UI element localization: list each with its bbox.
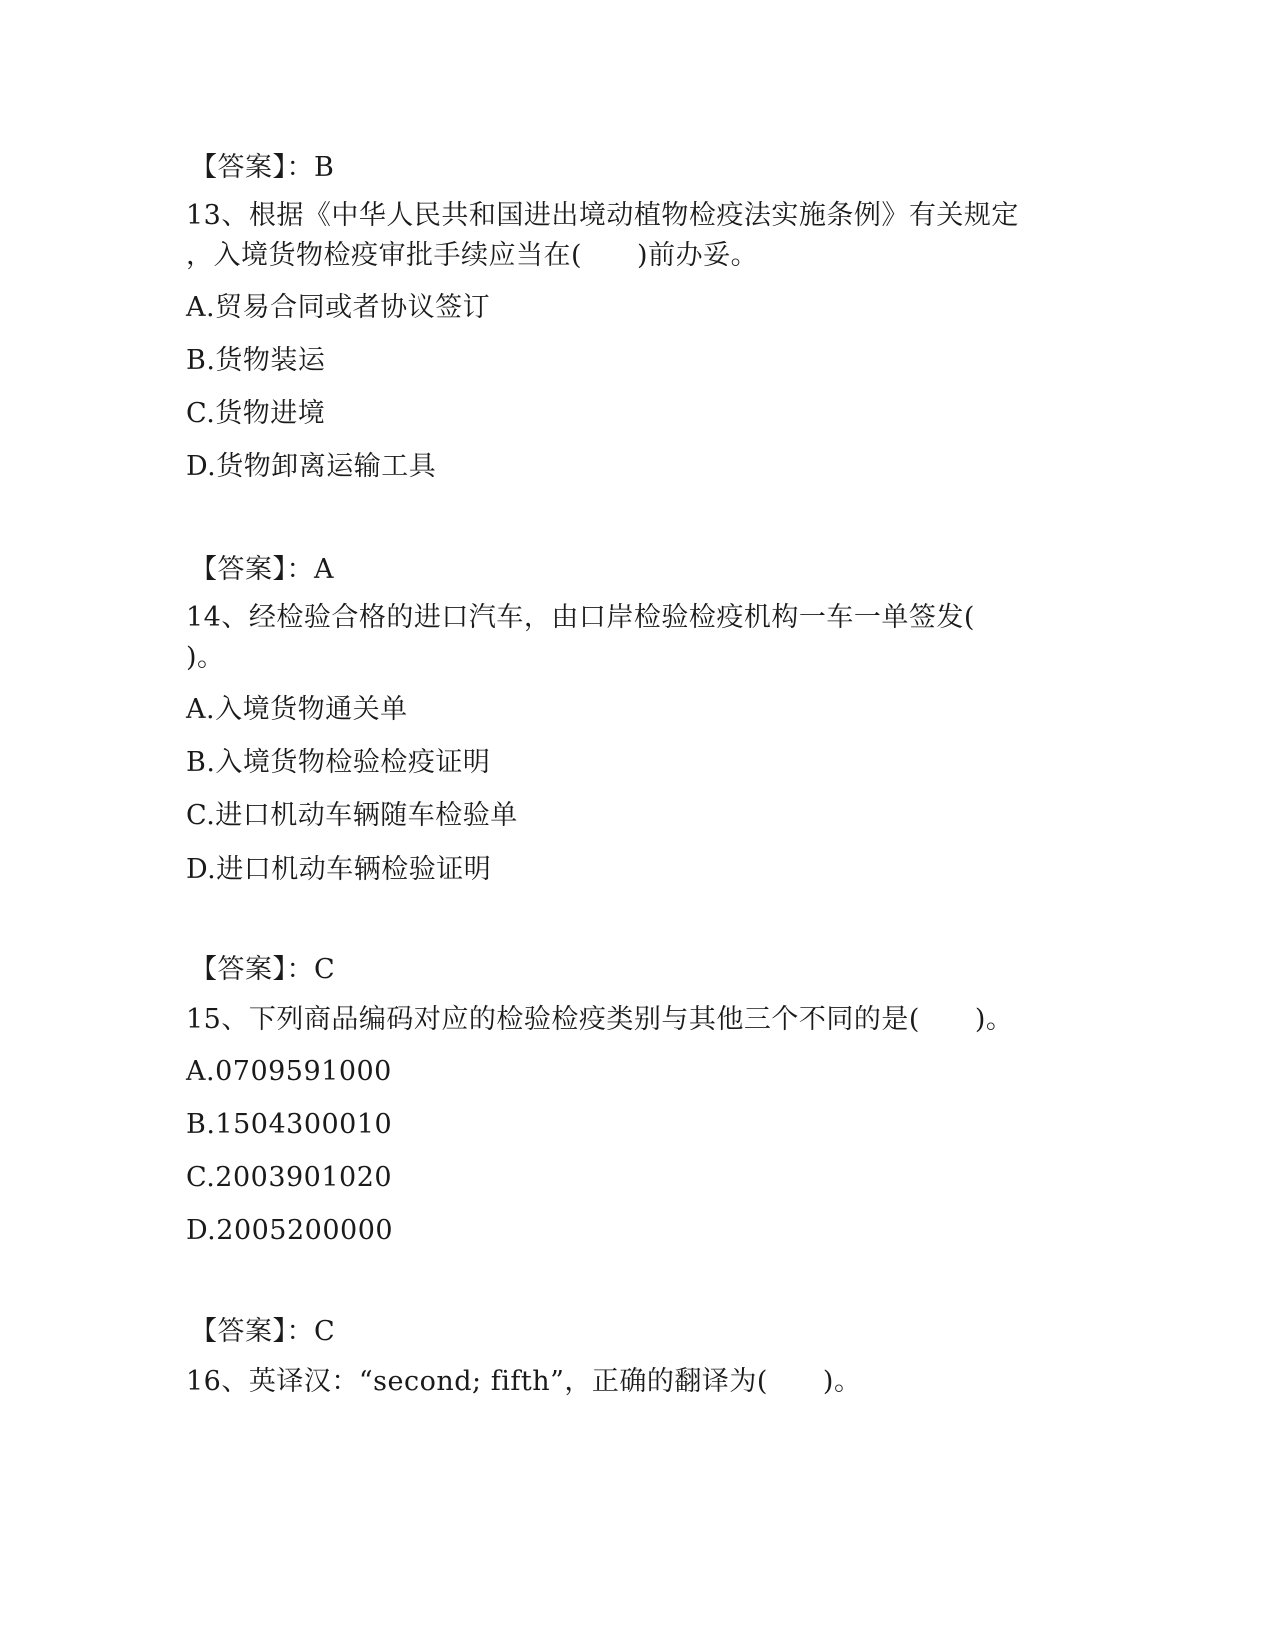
option-13-d: D.货物卸离运输工具 (186, 451, 437, 482)
question-13-line-1: 13、根据《中华人民共和国进出境动植物检疫法实施条例》有关规定 (186, 200, 1019, 231)
answer-14: 【答案】：C (190, 954, 336, 985)
question-13-line-2: ，入境货物检疫审批手续应当在( )前办妥。 (186, 240, 759, 271)
option-14-a: A.入境货物通关单 (186, 694, 408, 725)
answer-12: 【答案】：B (190, 152, 335, 183)
option-15-d: D.2005200000 (186, 1215, 394, 1246)
option-15-b: B.1504300010 (186, 1109, 393, 1140)
question-14-line-1: 14、经检验合格的进口汽车，由口岸检验检疫机构一车一单签发( (186, 602, 975, 633)
answer-15: 【答案】：C (190, 1316, 336, 1347)
option-15-a: A.0709591000 (186, 1056, 392, 1087)
option-14-b: B.入境货物检验检疫证明 (186, 747, 491, 778)
option-15-c: C.2003901020 (186, 1162, 393, 1193)
option-13-a: A.贸易合同或者协议签订 (186, 292, 491, 323)
option-14-c: C.进口机动车辆随车检验单 (186, 800, 518, 831)
option-14-d: D.进口机动车辆检验证明 (186, 854, 492, 885)
question-15-line-1: 15、下列商品编码对应的检验检疫类别与其他三个不同的是( )。 (186, 1004, 1014, 1035)
option-13-c: C.货物进境 (186, 398, 326, 429)
answer-13: 【答案】：A (190, 554, 334, 585)
question-16-line-1: 16、英译汉：“second; fifth”，正确的翻译为( )。 (186, 1366, 862, 1397)
option-13-b: B.货物装运 (186, 345, 326, 376)
question-14-line-2: )。 (186, 642, 225, 673)
